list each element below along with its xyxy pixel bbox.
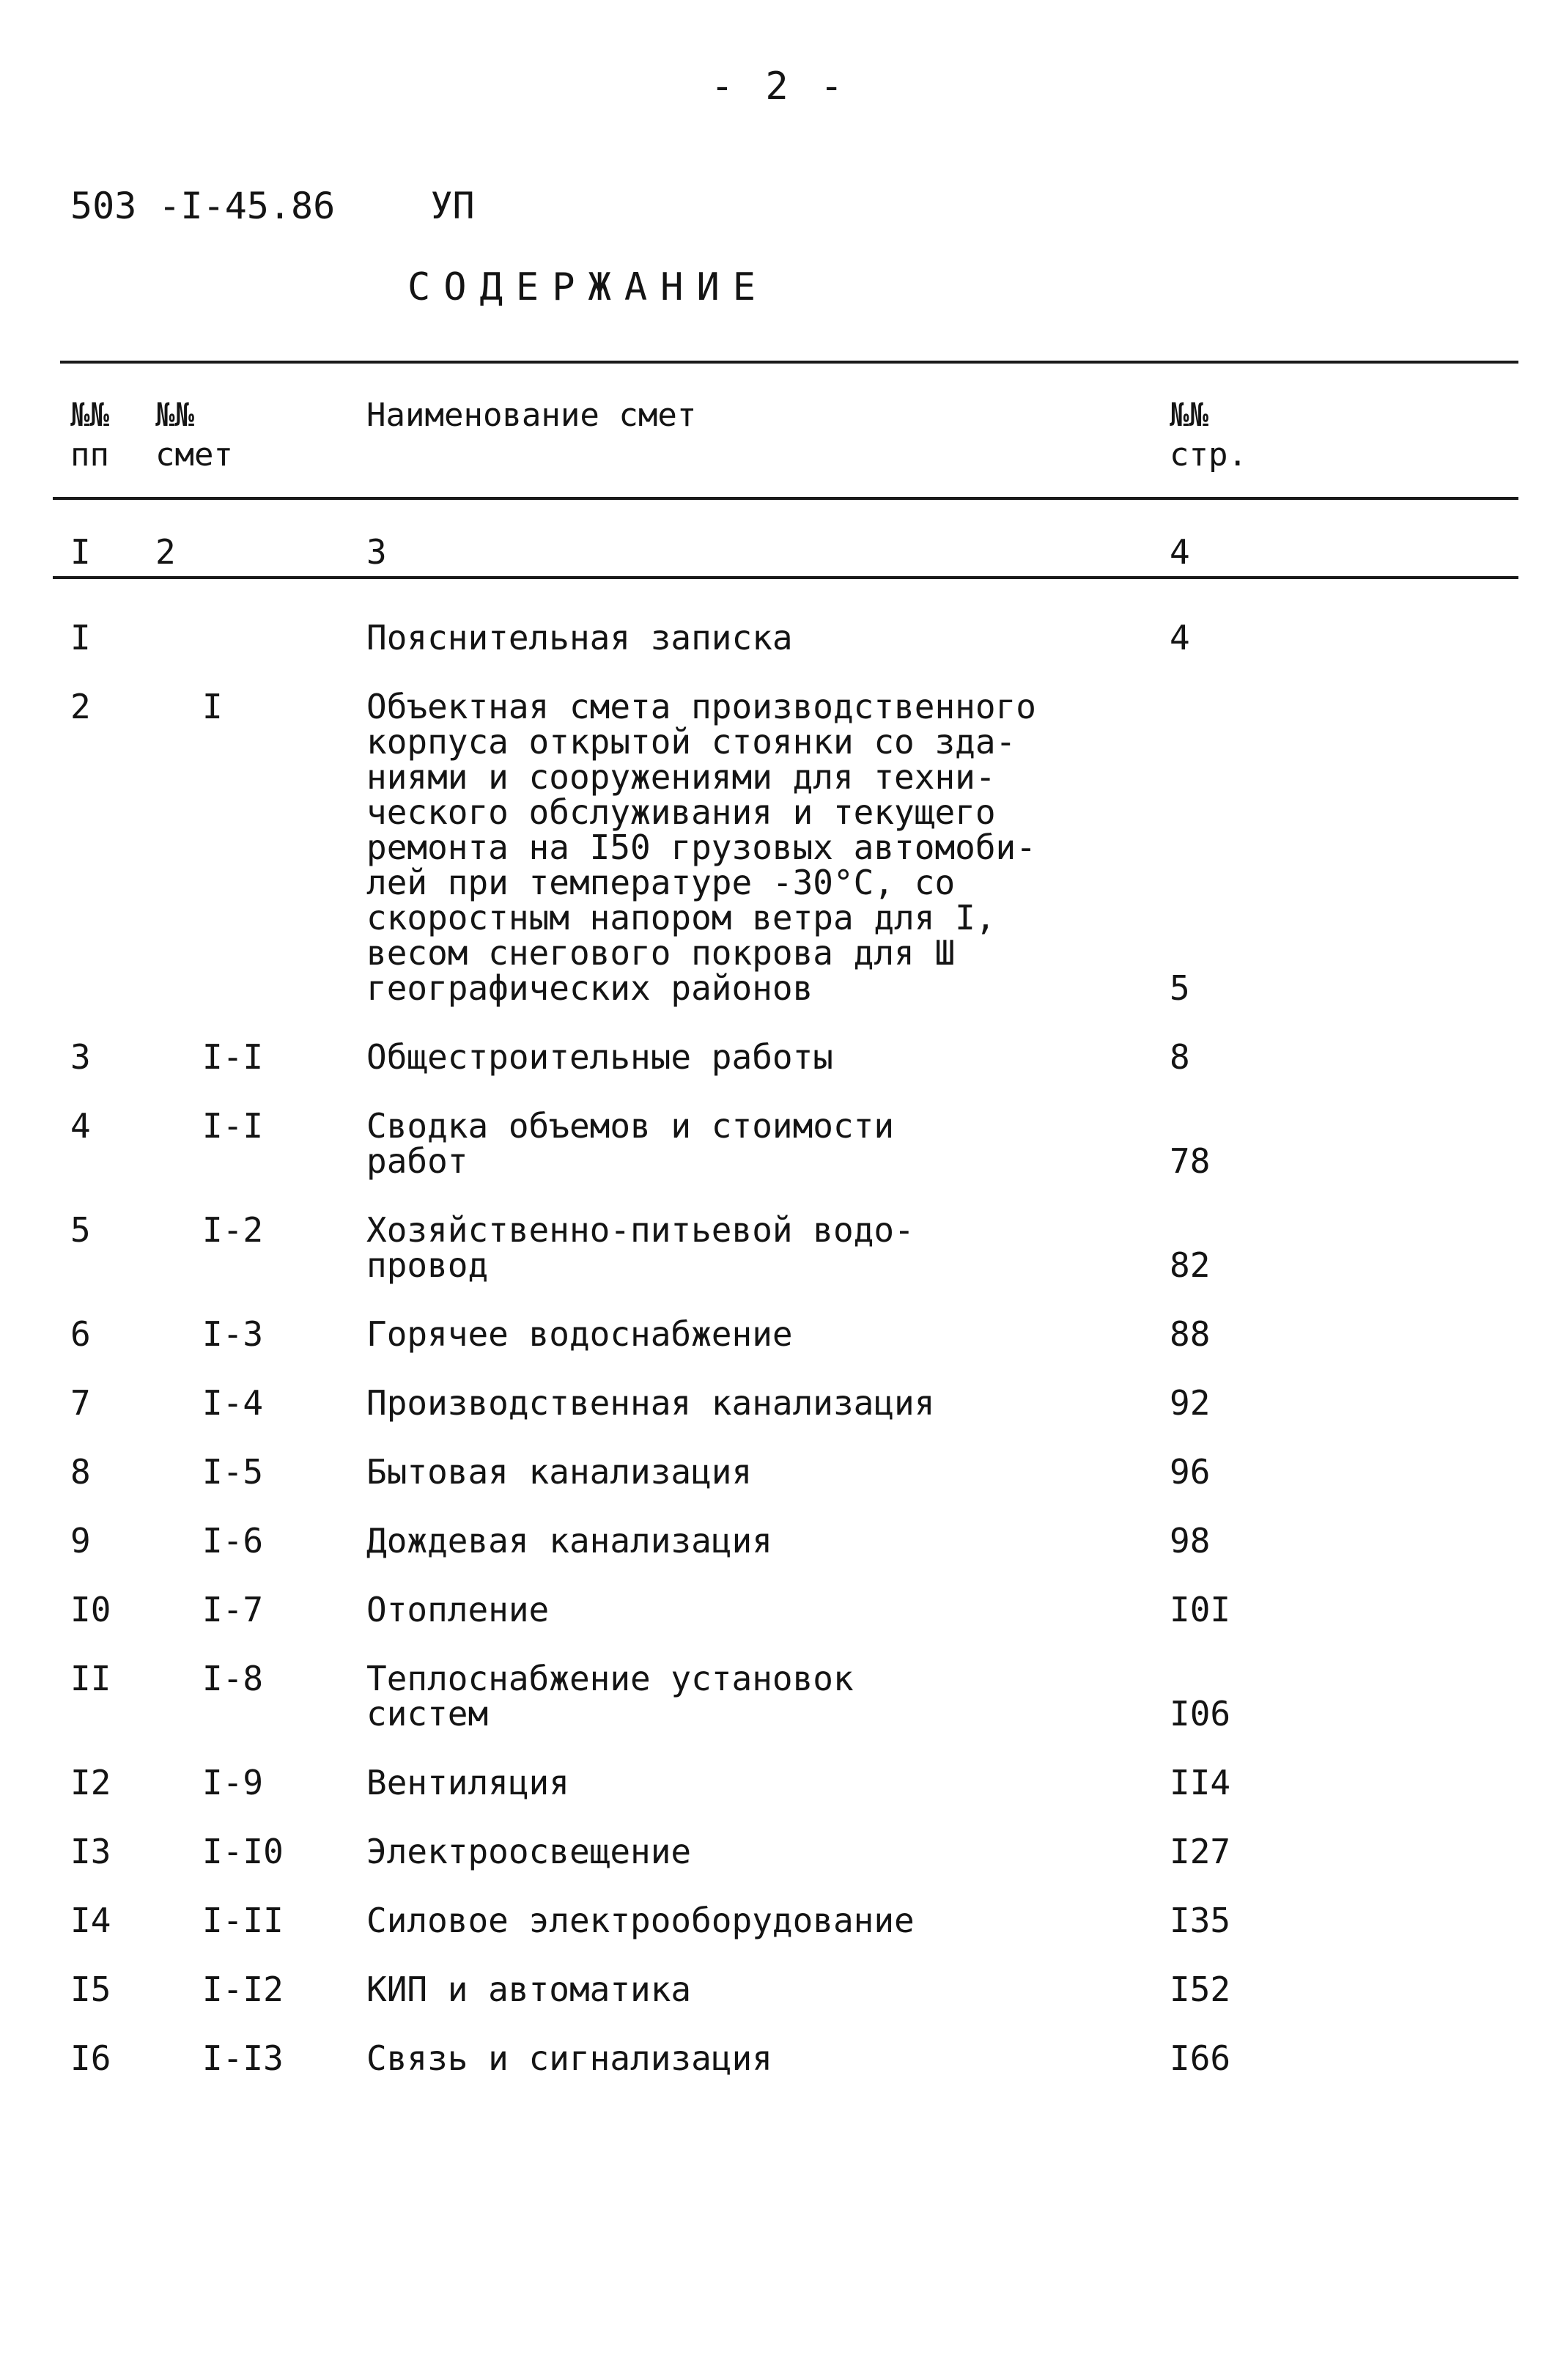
estimate-name: Дождевая канализация	[366, 1521, 772, 1561]
estimate-name: Объектная смета производственного корпуса открытой стоянки со зда- ниями и сооружениями для техни- ческого обслуживания и текущего ремонта на I50 грузовых автомоби- лей при температуре -30°С, со скоростным напором ветра для I, весом снегового покрова для Ш географических районов	[366, 687, 1036, 1008]
page-ref: 96	[1170, 1452, 1211, 1492]
estimate-name: Электроосвещение	[366, 1832, 692, 1871]
row-number: 6	[70, 1314, 91, 1354]
estimate-number: I-7	[202, 1590, 264, 1629]
table-top-rule	[60, 361, 1518, 364]
page-ref: I0I	[1170, 1590, 1231, 1629]
row-number: 4	[70, 1106, 91, 1146]
estimate-number: I-I0	[202, 1832, 284, 1871]
estimate-number: I-5	[202, 1452, 264, 1492]
header-page-number: №№ стр.	[1170, 397, 1247, 474]
header-bottom-rule	[53, 497, 1518, 500]
estimate-name: Сводка объемов и стоимости работ	[366, 1106, 895, 1181]
header-row-number: №№ пп	[70, 397, 109, 474]
page-title: СОДЕРЖАНИЕ	[407, 265, 769, 309]
table-row	[0, 1765, 1558, 1800]
estimate-number: I	[202, 687, 223, 726]
estimate-name: Вентиляция	[366, 1763, 569, 1802]
row-number: 5	[70, 1210, 91, 1250]
column-number: I	[70, 532, 91, 572]
table-row	[0, 1903, 1558, 1938]
row-number: 2	[70, 687, 91, 726]
page-ref: 88	[1170, 1314, 1211, 1354]
page-ref: I35	[1170, 1901, 1231, 1940]
row-number: 8	[70, 1452, 91, 1492]
row-number: 7	[70, 1383, 91, 1423]
column-number-rule	[53, 576, 1518, 579]
page-ref: I06	[1170, 1694, 1231, 1734]
estimate-name: Связь и сигнализация	[366, 2038, 772, 2078]
table-row	[0, 2038, 1558, 2078]
estimate-name: Бытовая канализация	[366, 1452, 753, 1492]
estimate-name: Производственная канализация	[366, 1383, 935, 1423]
page-ref: 92	[1170, 1383, 1211, 1423]
table-row	[0, 1972, 1558, 2007]
estimate-name: Силовое электрооборудование	[366, 1901, 915, 1940]
column-number: 4	[1170, 532, 1190, 572]
row-number: I2	[70, 1763, 111, 1802]
estimate-name: Хозяйственно-питьевой водо- провод	[366, 1210, 915, 1285]
row-number: I	[70, 618, 91, 657]
estimate-number: I-9	[202, 1763, 264, 1802]
table-row	[0, 1659, 1558, 1734]
column-number: 3	[366, 532, 387, 572]
document-code	[70, 185, 475, 227]
header-estimate-number: №№ смет	[155, 397, 233, 474]
table-row	[0, 1108, 1558, 1179]
estimate-number: I-4	[202, 1383, 264, 1423]
page-ref: 5	[1170, 968, 1190, 1008]
table-row	[0, 1521, 1558, 1561]
estimate-name: Горячее водоснабжение	[366, 1314, 793, 1354]
table-body	[0, 620, 1558, 2110]
page-ref: 82	[1170, 1245, 1211, 1285]
estimate-number: I-II	[202, 1901, 284, 1940]
page-ref: 8	[1170, 1037, 1190, 1077]
table-row	[0, 1385, 1558, 1421]
page-ref: II4	[1170, 1763, 1231, 1802]
page-ref: I66	[1170, 2038, 1231, 2078]
document-number: 503 -I-45.86	[70, 185, 336, 227]
estimate-number: I-8	[202, 1659, 264, 1698]
estimate-number	[202, 620, 366, 655]
estimate-number: I-6	[202, 1521, 264, 1561]
page-ref: 78	[1170, 1141, 1211, 1181]
row-number: I5	[70, 1970, 111, 2009]
row-number: I4	[70, 1901, 111, 1940]
estimate-name: Теплоснабжение установок систем	[366, 1659, 854, 1734]
page-ref: I52	[1170, 1970, 1231, 2009]
table-row	[0, 1834, 1558, 1869]
estimate-number: I-I3	[202, 2038, 284, 2078]
row-number: 3	[70, 1037, 91, 1077]
estimate-number: I-I	[202, 1037, 264, 1077]
table-row	[0, 1592, 1558, 1627]
estimate-number: I-I2	[202, 1970, 284, 2009]
table-row	[0, 1212, 1558, 1283]
row-number: I3	[70, 1832, 111, 1871]
header-estimate-name: Наименование смет	[366, 397, 697, 434]
page-number: - 2 -	[710, 65, 848, 108]
estimate-name: Отопление	[366, 1590, 550, 1629]
estimate-name: КИП и автоматика	[366, 1970, 692, 2009]
row-number: I6	[70, 2038, 111, 2078]
table-row	[0, 689, 1558, 1006]
estimate-number: I-3	[202, 1314, 264, 1354]
estimate-name: Общестроительные работы	[366, 1037, 833, 1077]
column-number: 2	[155, 532, 176, 572]
row-number: I0	[70, 1590, 111, 1629]
table-row	[0, 620, 1558, 655]
row-number: 9	[70, 1521, 91, 1561]
page-ref: I27	[1170, 1832, 1231, 1871]
estimate-number: I-I	[202, 1106, 264, 1146]
page-ref: 4	[1170, 618, 1190, 657]
table-row	[0, 1039, 1558, 1075]
estimate-number: I-2	[202, 1210, 264, 1250]
table-row	[0, 1452, 1558, 1492]
document-mark: УП	[430, 185, 475, 227]
page-ref: 98	[1170, 1521, 1211, 1561]
table-row	[0, 1316, 1558, 1352]
row-number: II	[70, 1659, 111, 1698]
estimate-name: Пояснительная записка	[366, 618, 793, 657]
